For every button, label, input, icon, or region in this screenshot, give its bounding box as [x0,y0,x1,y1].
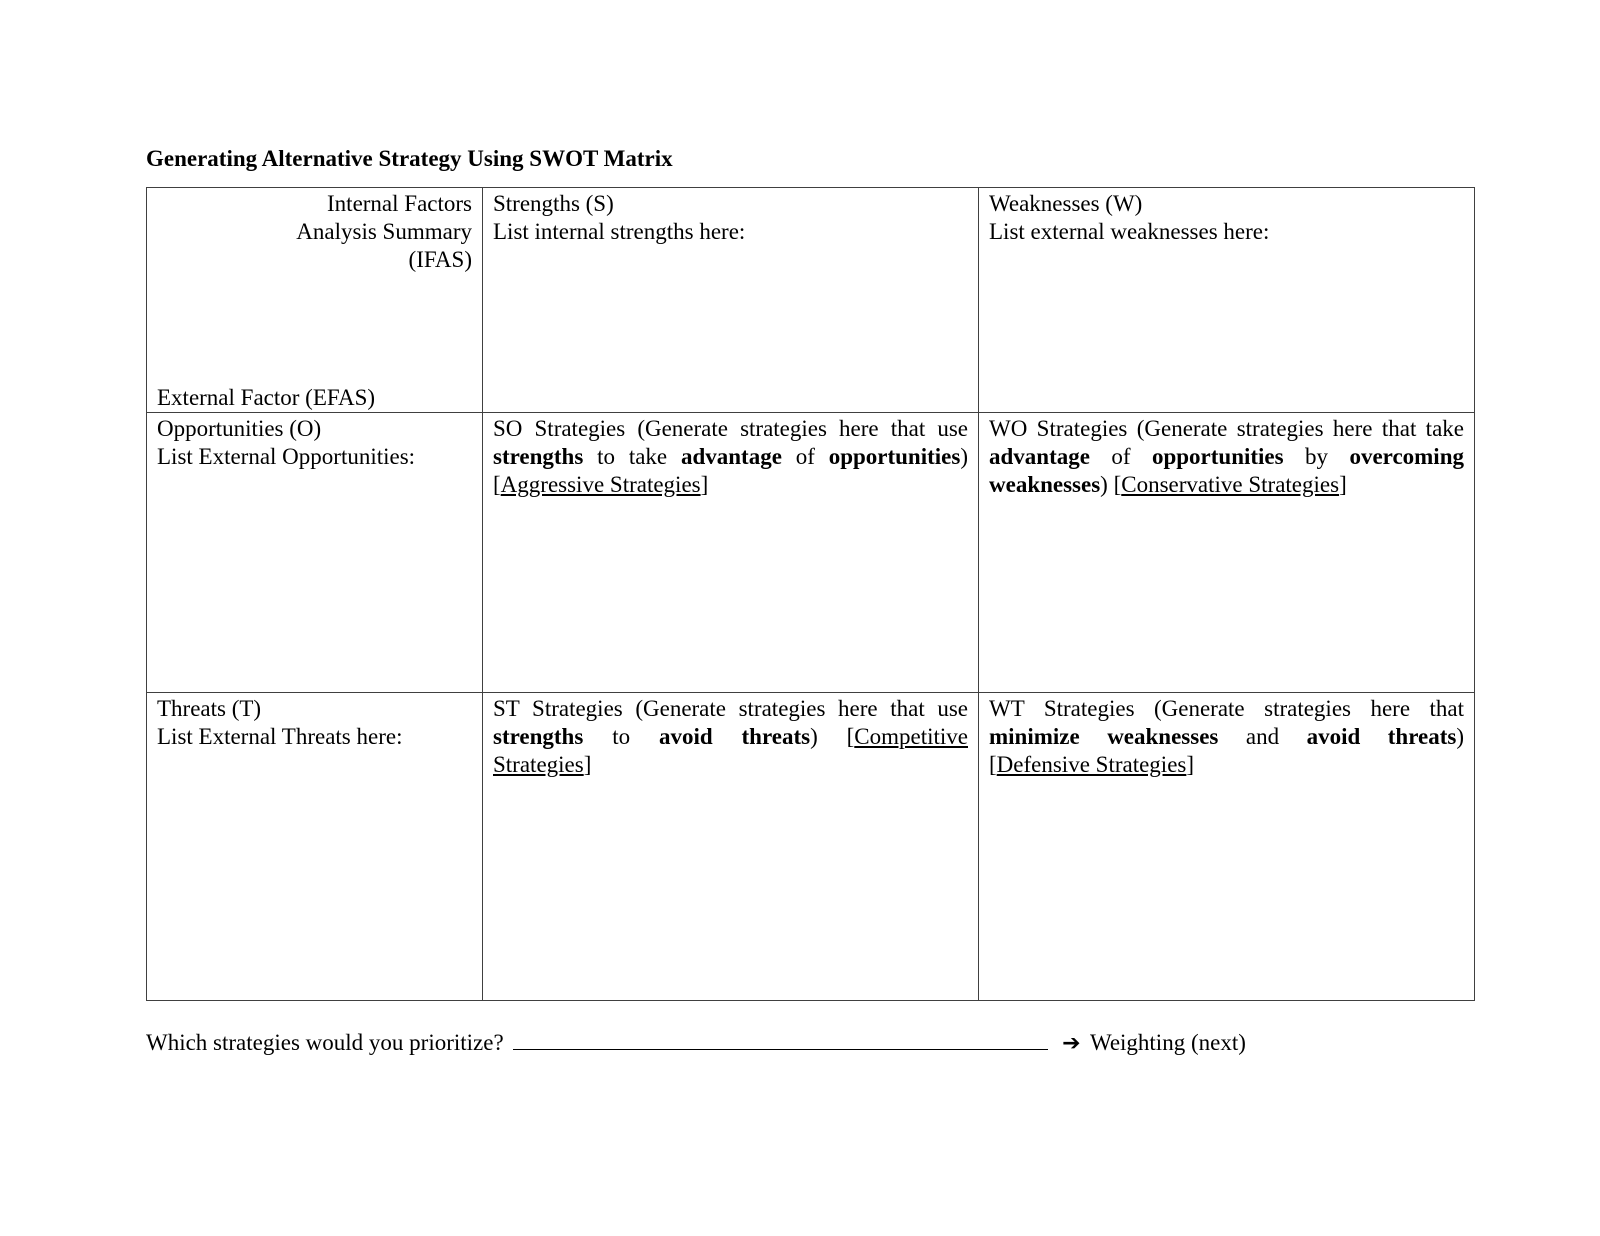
corner-cell [147,188,483,413]
table-row-header [147,188,1475,413]
threats-heading: Threats (T) [157,696,262,721]
swot-matrix-table [146,187,1475,1001]
priority-answer-field[interactable] [513,1027,1048,1050]
page-title: Generating Alternative Strategy Using SWOT Matrix [146,146,673,171]
defensive-strategies-link[interactable]: Defensive Strategies [996,752,1187,777]
threats-prompt: List External Threats here: [157,724,403,749]
right-arrow-icon: ➔ [1062,1031,1081,1056]
st-strategies-cell[interactable] [483,693,979,1001]
so-strategies-text: SO Strategies (Generate strategies here that use strengths to take advantage of opportunities) [Aggressive Strategies] [493,416,968,497]
table-row-opportunities [147,413,1475,693]
strengths-prompt: List internal strengths here: [493,219,746,244]
conservative-strategies-link[interactable]: Conservative Strategies [1121,472,1340,497]
wo-strategies-text: WO Strategies (Generate strategies here that take advantage of opportunities by overcoming weaknesses) [Conservative Strategies] [989,416,1464,497]
wo-strategies-cell[interactable] [979,413,1475,693]
efas-label: External Factor (EFAS) [157,385,376,410]
wt-strategies-cell[interactable] [979,693,1475,1001]
ifas-label: Internal Factors Analysis Summary (IFAS) [296,191,472,272]
table-row-threats [147,693,1475,1001]
threats-cell[interactable] [147,693,483,1001]
weaknesses-prompt: List external weaknesses here: [989,219,1270,244]
st-strategies-text: ST Strategies (Generate strategies here that use strengths to avoid threats) [Competitive Strategies] [493,696,968,777]
strengths-cell[interactable] [483,188,979,413]
weaknesses-heading: Weaknesses (W) [989,191,1143,216]
strengths-heading: Strengths (S) [493,191,614,216]
weaknesses-cell[interactable] [979,188,1475,413]
weighting-next-label: Weighting (next) [1089,1030,1246,1055]
opportunities-heading: Opportunities (O) [157,416,322,441]
footer-question [146,1027,1246,1058]
competitive-strategies-link[interactable]: Competitive Strategies [493,724,968,777]
priority-question: Which strategies would you prioritize? [146,1030,504,1055]
aggressive-strategies-link[interactable]: Aggressive Strategies [500,472,701,497]
so-strategies-cell[interactable] [483,413,979,693]
opportunities-cell[interactable] [147,413,483,693]
opportunities-prompt: List External Opportunities: [157,444,416,469]
wt-strategies-text: WT Strategies (Generate strategies here that minimize weaknesses and avoid threats) [Defensive Strategies] [989,696,1464,777]
